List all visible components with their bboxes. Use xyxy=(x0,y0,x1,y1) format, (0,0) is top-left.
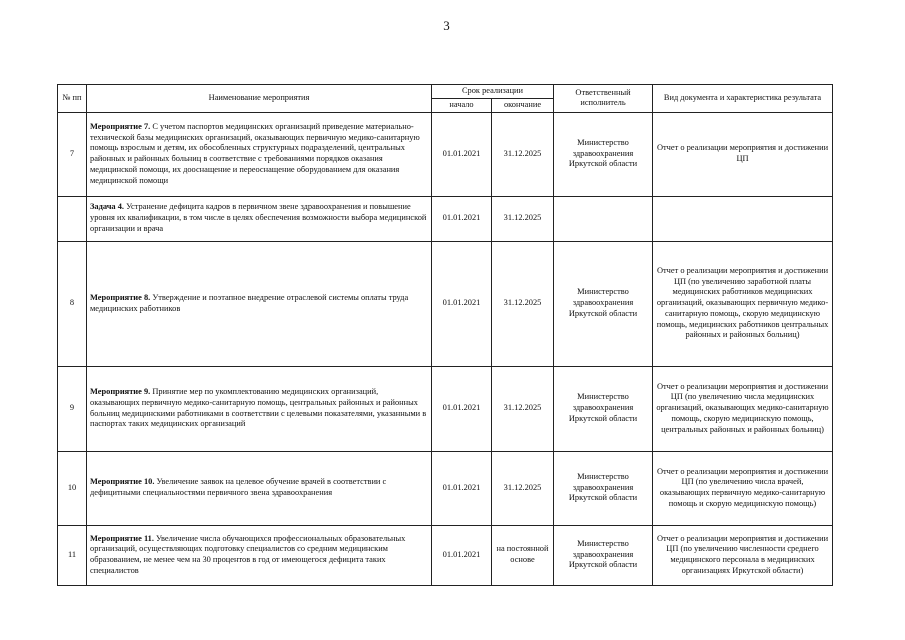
row-doc: Отчет о реализации мероприятия и достижении ЦП (по увеличению числа медицинских организаций, оказывающих медико-санитарную помощь, скорую медицинскую помощь, центральных районных и районных больниц) xyxy=(653,366,833,451)
table-row xyxy=(58,525,833,585)
header-num: № пп xyxy=(58,85,87,113)
row-lead: Задача 4. xyxy=(90,202,124,212)
row-lead: Мероприятие 7. xyxy=(90,121,151,131)
table-row xyxy=(58,451,833,525)
row-start: 01.01.2021 xyxy=(432,451,492,525)
row-text: Увеличение заявок на целевое обучение врачей в соответствии с дефицитными специальностями первичного звена здравоохранения xyxy=(90,477,387,497)
row-doc: Отчет о реализации мероприятия и достижении ЦП (по увеличению числа врачей, оказывающих первичную медико-санитарную помощь и скорую медицинскую помощь) xyxy=(653,451,833,525)
row-text: С учетом паспортов медицинских организаций приведение материально-технической базы медицинских организаций, оказывающих первичную медико-санитарную помощь взрослым и детям, их обособленных структурных подразделений, центральных районных и районных больниц в соответствие с требованиями порядков оказания медицинской помощи, их дооснащение и переоснащение оборудованием для оказания медицинской помощи xyxy=(90,121,420,185)
row-name xyxy=(87,196,432,241)
row-start: 01.01.2021 xyxy=(432,241,492,366)
row-lead: Мероприятие 9. xyxy=(90,387,151,396)
row-lead: Мероприятие 8. xyxy=(90,292,151,302)
row-name xyxy=(87,112,432,196)
header-start: начало xyxy=(432,98,492,112)
row-text: Устранение дефицита кадров в первичном звене здравоохранения и повышение уровня их квалификации, в том числе в целях обеспечения возможности выбора медицинской организации и врача xyxy=(90,202,427,233)
row-doc xyxy=(653,196,833,241)
row-start: 01.01.2021 xyxy=(432,196,492,241)
header-name: Наименование мероприятия xyxy=(87,85,432,113)
header-responsible: Ответственный исполнитель xyxy=(554,85,653,113)
row-end: 31.12.2025 xyxy=(492,241,554,366)
row-doc: Отчет о реализации мероприятия и достижении ЦП (по увеличению заработной платы медицинских работников медицинских организаций, оказывающих первичную медико-санитарную помощь, скорую медицинскую помощь, медицинских работников центральных районных и районных больниц) xyxy=(653,241,833,366)
header-doc: Вид документа и характеристика результата xyxy=(653,85,833,113)
row-responsible: Министерство здравоохранения Иркутской области xyxy=(554,451,653,525)
row-num xyxy=(58,196,87,241)
row-start: 01.01.2021 xyxy=(432,525,492,585)
row-doc: Отчет о реализации мероприятия и достижении ЦП xyxy=(653,112,833,196)
row-responsible: Министерство здравоохранения Иркутской области xyxy=(554,241,653,366)
row-num: 11 xyxy=(58,525,87,585)
table-row xyxy=(58,241,833,366)
header-end: окончание xyxy=(492,98,554,112)
row-responsible xyxy=(554,196,653,241)
row-responsible: Министерство здравоохранения Иркутской области xyxy=(554,525,653,585)
table-row xyxy=(58,112,833,196)
row-doc: Отчет о реализации мероприятия и достижении ЦП (по увеличению численности среднего медицинского персонала в медицинских организациях Иркутской области) xyxy=(653,525,833,585)
row-end: 31.12.2025 xyxy=(492,451,554,525)
measures-table xyxy=(57,84,833,586)
page-number: 3 xyxy=(443,18,450,33)
header-period: Срок реализации xyxy=(432,85,554,99)
row-lead: Мероприятие 10. xyxy=(90,477,155,487)
row-start: 01.01.2021 xyxy=(432,366,492,451)
row-responsible: Министерство здравоохранения Иркутской области xyxy=(554,112,653,196)
row-num: 10 xyxy=(58,451,87,525)
row-responsible: Министерство здравоохранения Иркутской области xyxy=(554,366,653,451)
row-end: 31.12.2025 xyxy=(492,112,554,196)
row-start: 01.01.2021 xyxy=(432,112,492,196)
row-end: 31.12.2025 xyxy=(492,366,554,451)
row-name xyxy=(87,241,432,366)
row-name xyxy=(87,525,432,585)
row-num: 9 xyxy=(58,366,87,451)
row-end: на постоянной основе xyxy=(492,525,554,585)
row-text: Утверждение и поэтапное внедрение отраслевой системы оплаты труда медицинских работников xyxy=(90,292,409,313)
row-lead: Мероприятие 11. xyxy=(90,533,154,543)
row-text: Принятие мер по укомплектованию медицинских организаций, оказывающих первичную медико-санитарную помощь, центральных районных и районных больниц медицинскими работниками в соответствии с целевыми показателями, указанными в паспортах таких медицинских организаций xyxy=(90,387,427,429)
table-row xyxy=(58,196,833,241)
table-row xyxy=(58,366,833,451)
row-end: 31.12.2025 xyxy=(492,196,554,241)
row-name xyxy=(87,366,432,451)
row-name xyxy=(87,451,432,525)
row-text: Увеличение числа обучающихся профессиональных образовательных организаций, осуществляющих подготовку специалистов со средним медицинским образованием, не менее чем на 30 процентов в год от имеющегося дефицита таких специалистов xyxy=(90,533,406,575)
row-num: 7 xyxy=(58,112,87,196)
row-num: 8 xyxy=(58,241,87,366)
